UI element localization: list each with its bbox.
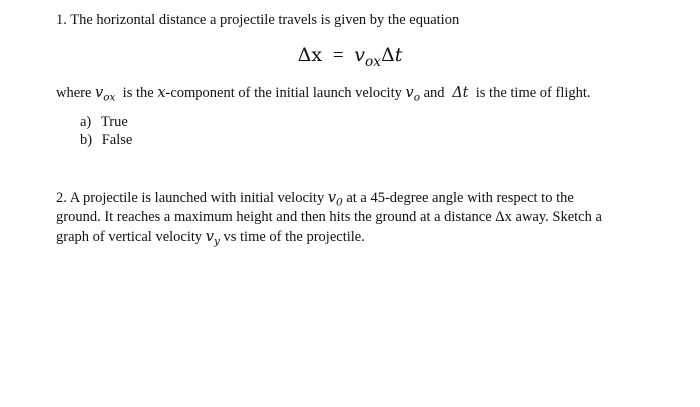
equation-equals: = bbox=[332, 45, 344, 66]
equation-delta-t: Δt bbox=[380, 44, 403, 66]
option-b bbox=[80, 131, 132, 149]
v-ox-symbol: $v_{ox}$ bbox=[95, 85, 116, 104]
v-0-symbol: $v_0$ bbox=[327, 190, 343, 209]
delta-t-symbol: Δt bbox=[452, 85, 469, 101]
equation-delta-x: Δx bbox=[297, 44, 323, 66]
option-b-letter: b) bbox=[80, 132, 93, 148]
v-y-symbol: $v_y$ bbox=[205, 229, 220, 248]
option-a bbox=[80, 113, 128, 131]
option-a-letter: a) bbox=[80, 114, 92, 130]
question-1-prompt bbox=[56, 11, 459, 29]
equation-v-ox: $v_{ox}$ bbox=[354, 44, 381, 70]
question-1-definition: where $v_{ox}$ is the x-component of the initial launch velocity $v_o$ and Δt is the time of flight. bbox=[56, 85, 591, 104]
question-1-text: The horizontal distance a projectile travels is given by the equation bbox=[70, 12, 460, 28]
question-2-number: 2. bbox=[56, 190, 67, 206]
projectile-equation bbox=[0, 43, 700, 68]
option-b-label: False bbox=[101, 132, 133, 148]
question-2-line-3: graph of vertical velocity $v_y$ vs time of the projectile. bbox=[56, 229, 365, 248]
v-o-symbol: $v_o$ bbox=[405, 85, 420, 104]
option-a-label: True bbox=[100, 114, 128, 130]
question-2-line-2: ground. It reaches a maximum height and then hits the ground at a distance Δx away. Sketch a bbox=[56, 209, 602, 225]
question-1-number: 1. bbox=[56, 12, 67, 28]
question-2-line-1: 2. A projectile is launched with initial velocity $v_0$ at a 45-degree angle with respect to the bbox=[56, 190, 574, 209]
